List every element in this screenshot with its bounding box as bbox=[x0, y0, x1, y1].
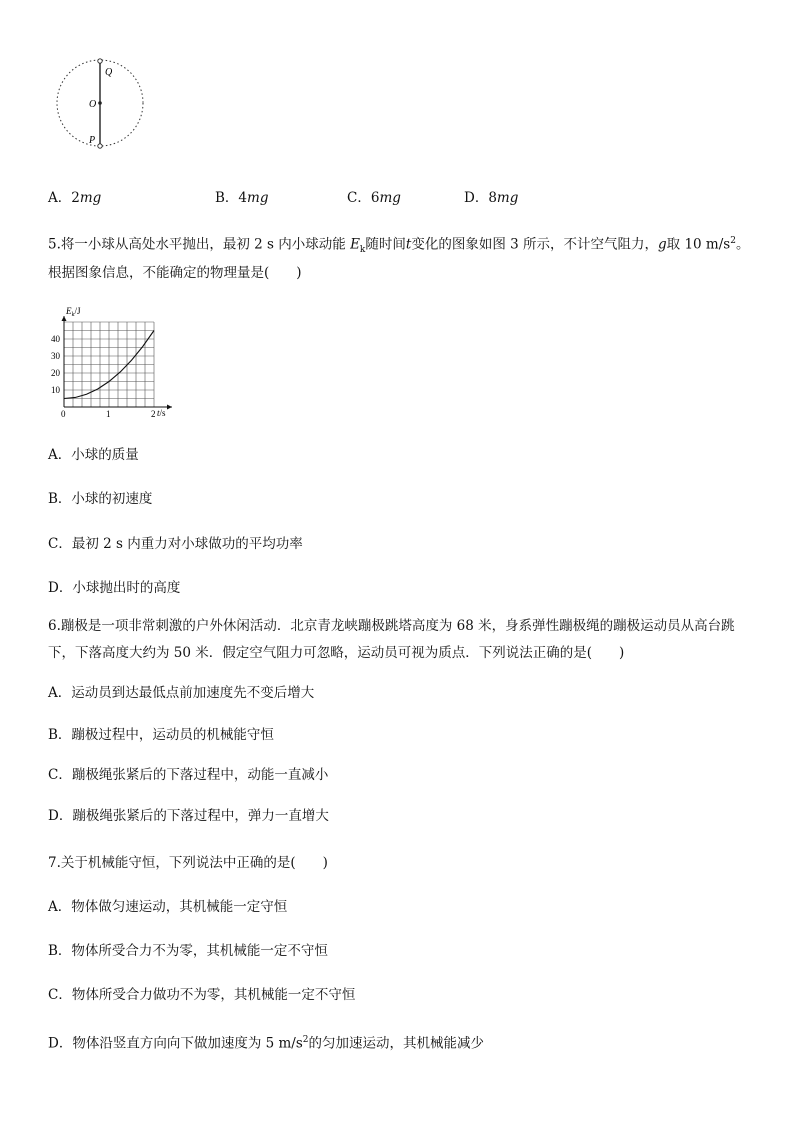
chart-ticks bbox=[51, 334, 156, 419]
y-tick-label: 40 bbox=[51, 334, 60, 344]
q7-stem: 7.关于机械能守恒，下列说法中正确的是( ) bbox=[48, 855, 328, 871]
q7-option-b[interactable]: B．物体所受合力不为零，其机械能一定不守恒 bbox=[48, 943, 328, 959]
chart-axes bbox=[62, 316, 173, 410]
x-axis-arrow bbox=[167, 405, 172, 410]
label-p: P bbox=[89, 135, 96, 146]
label-q: Q bbox=[105, 67, 113, 78]
q5-option-d[interactable]: D．小球抛出时的高度 bbox=[48, 580, 181, 596]
q7-option-a[interactable]: A．物体做匀速运动，其机械能一定守恒 bbox=[48, 899, 288, 915]
q7-option-d[interactable]: D．物体沿竖直方向向下做加速度为 5 $m/s^2$的匀加速运动，其机械能减少 bbox=[48, 1035, 485, 1052]
q5-option-c[interactable]: C．最初 2 s 内重力对小球做功的平均功率 bbox=[48, 536, 303, 552]
center-point bbox=[98, 101, 102, 105]
top-end-point bbox=[98, 59, 102, 63]
q4-option-b[interactable]: B．4mg bbox=[215, 190, 269, 206]
y-tick-label: 10 bbox=[51, 385, 60, 395]
chart-grid bbox=[64, 322, 154, 407]
q5-stem-line1: 5.将一小球从高处水平抛出，最初 2 s 内小球动能 $E_k$随时间t变化的图象如图 3 所示，不计空气阻力，g取 10 $m/s^2$。 bbox=[48, 236, 750, 256]
q4-option-c[interactable]: C．6mg bbox=[347, 190, 401, 206]
ek-time-chart bbox=[36, 300, 186, 425]
q6-option-c[interactable]: C．蹦极绳张紧后的下落过程中，动能一直减小 bbox=[48, 767, 329, 783]
label-o: O bbox=[89, 99, 97, 110]
q6-option-b[interactable]: B．蹦极过程中，运动员的机械能守恒 bbox=[48, 727, 274, 743]
q6-stem-line2: 下，下落高度大约为 50 米．假定空气阻力可忽略，运动员可视为质点．下列说法正确的是( ) bbox=[48, 645, 625, 661]
x-tick-label: 0 bbox=[61, 409, 66, 419]
q4-option-a[interactable]: A．2mg bbox=[48, 190, 102, 206]
x-tick-label: 2 bbox=[151, 409, 156, 419]
y-axis-arrow bbox=[62, 316, 67, 321]
circle-rod-figure bbox=[50, 55, 150, 155]
q6-option-a[interactable]: A．运动员到达最低点前加速度先不变后增大 bbox=[48, 685, 315, 701]
q6-option-d[interactable]: D．蹦极绳张紧后的下落过程中，弹力一直增大 bbox=[48, 808, 329, 824]
y-axis-label: $E_k/J$ bbox=[66, 306, 81, 318]
q5-option-b[interactable]: B．小球的初速度 bbox=[48, 491, 153, 507]
q6-stem-line1: 6.蹦极是一项非常刺激的户外休闲活动．北京青龙峡蹦极跳塔高度为 68 米，身系弹性蹦极绳的蹦极运动员从高台跳 bbox=[48, 618, 735, 634]
q5-stem-line2: 根据图象信息，不能确定的物理量是( ) bbox=[48, 265, 302, 281]
y-tick-label: 30 bbox=[51, 351, 60, 361]
q5-option-a[interactable]: A．小球的质量 bbox=[48, 447, 139, 463]
q4-option-d[interactable]: D．8mg bbox=[464, 190, 519, 206]
x-axis-label: t/s bbox=[157, 408, 166, 418]
x-tick-label: 1 bbox=[106, 409, 111, 419]
q7-option-c[interactable]: C．物体所受合力做功不为零，其机械能一定不守恒 bbox=[48, 987, 356, 1003]
y-tick-label: 20 bbox=[51, 368, 60, 378]
bottom-end-point bbox=[98, 144, 102, 148]
